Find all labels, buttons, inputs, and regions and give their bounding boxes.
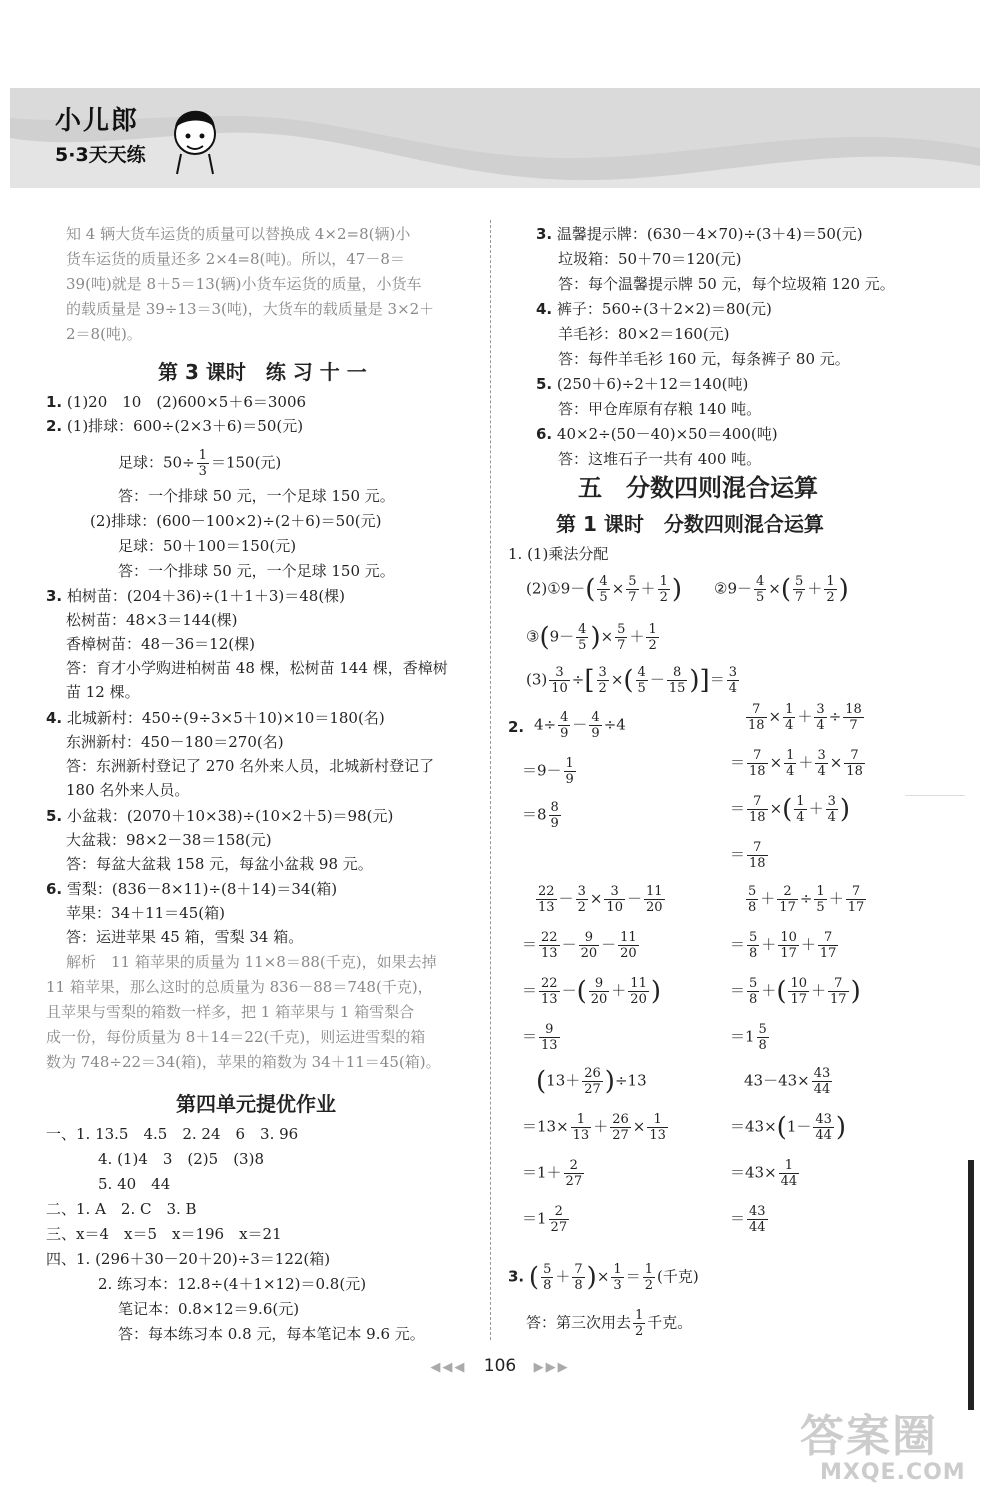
answer-line: 6. 雪梨：(836－8×11)÷(8＋14)＝34(箱) <box>46 880 338 898</box>
unit4-line: 四、1. (296＋30－20＋20)÷3＝122(箱) <box>46 1250 331 1268</box>
q2-c-line: ＝ $\frac{22}{13}$ － $\frac{9}{20}$ － $\frac{11}{20}$ <box>522 930 637 961</box>
watermark-logo: 答案圈 <box>800 1411 938 1462</box>
answer-line: 1. (1)20 10 (2)600×5＋6＝3006 <box>46 393 307 411</box>
unit4-line: 笔记本：0.8×12＝9.6(元) <box>118 1300 300 1318</box>
q1-expr-4: (3) $\frac{3}{10}$ ÷[ $\frac{3}{2}$ ×( $\frac{4}{5}$ － $\frac{8}{15}$ )]＝ $\frac{3}{4}$ <box>526 665 737 696</box>
q2-f-line: ＝43×(1－ $\frac{43}{44}$ ) <box>730 1112 847 1143</box>
q2-c-line: $\frac{22}{13}$ － $\frac{3}{2}$ × $\frac{3}{10}$ － $\frac{11}{20}$ <box>538 884 663 915</box>
q2-a-line: ＝9－ $\frac{1}{9}$ <box>522 756 574 787</box>
q2-e-line: (13＋ $\frac{26}{27}$ )÷13 <box>536 1066 647 1097</box>
unit4-line: 三、x＝4 x＝5 x＝196 x＝21 <box>46 1225 282 1243</box>
unit4-line: 5. 40 44 <box>98 1175 171 1193</box>
answer-line: 3. 柏树苗：(204＋36)÷(1＋1＋3)＝48(棵) <box>46 587 346 605</box>
q2-e-line: ＝1＋ $\frac{2}{27}$ <box>522 1158 583 1189</box>
q2-a-line: ＝8 $\frac{8}{9}$ <box>522 800 559 831</box>
answer-line: 答：每个温馨提示牌 50 元，每个垃圾箱 120 元。 <box>558 275 895 293</box>
analysis-line: 数为 748÷22＝34(箱)，苹果的箱数为 34＋11＝45(箱)。 <box>46 1053 441 1071</box>
answer-line: 6. 40×2÷(50－40)×50＝400(吨) <box>536 425 778 443</box>
unit4-line: 二、1. A 2. C 3. B <box>46 1200 197 1218</box>
mascot-boy-icon <box>165 96 225 176</box>
answer-line: (2)排球：(600－100×2)÷(2＋6)＝50(元) <box>90 512 382 530</box>
page-number: 106 <box>483 1356 517 1376</box>
header-wave-decoration <box>10 88 980 188</box>
answer-line: 苗 12 棵。 <box>66 683 140 701</box>
answer-line: 大盆栽：98×2－38＝158(元) <box>66 831 272 849</box>
analysis-line: 成一份，每份质量为 8＋14＝22(千克)，则运进雪梨的箱 <box>46 1028 426 1046</box>
answer-line: 足球：50＋100＝150(元) <box>118 537 297 555</box>
q1-label: 1. (1)乘法分配 <box>508 545 609 563</box>
site-watermark <box>800 1400 966 1485</box>
q3-answer: 答：第三次用去 $\frac{1}{2}$ 千克。 <box>526 1308 693 1339</box>
answer-line: 答：这堆石子一共有 400 吨。 <box>558 450 762 468</box>
unit5-title: 五 分数四则混合运算 <box>578 474 818 502</box>
q2-f-line: ＝ $\frac{43}{44}$ <box>730 1204 766 1235</box>
answer-line: 苹果：34＋11＝45(箱) <box>66 904 225 922</box>
section-title-lesson3: 第 3 课时 练 习 十 一 <box>158 360 367 384</box>
unit4-line: 2. 练习本：12.8÷(4＋1×12)＝0.8(元) <box>98 1275 367 1293</box>
answer-line: 4. 裤子：560÷(3＋2×2)＝80(元) <box>536 300 772 318</box>
answer-line: 3. 温馨提示牌：(630－4×70)÷(3＋4)＝50(元) <box>536 225 863 243</box>
answer-line: 答：一个排球 50 元，一个足球 150 元。 <box>118 487 395 505</box>
section-title-unit4: 第四单元提优作业 <box>176 1092 336 1116</box>
q2-d-line: $\frac{5}{8}$ ＋ $\frac{2}{17}$ ÷ $\frac{1}{5}$ ＋ $\frac{7}{17}$ <box>748 884 865 915</box>
answer-line: 答：东洲新村登记了 270 名外来人员，北城新村登记了 <box>66 757 435 775</box>
q2-e-line: ＝13× $\frac{1}{13}$ ＋ $\frac{26}{27}$ × $\frac{1}{13}$ <box>522 1112 666 1143</box>
answer-line: 180 名外来人员。 <box>66 781 190 799</box>
column-divider <box>490 220 491 1340</box>
q1-expr-2: ②9－ $\frac{4}{5}$ ×( $\frac{5}{7}$ ＋ $\frac{1}{2}$ ) <box>714 574 849 605</box>
intro-line: 货车运货的质量还多 2×4=8(吨)。所以，47－8＝ <box>66 250 405 268</box>
answer-line: 答：一个排球 50 元，一个足球 150 元。 <box>118 562 395 580</box>
answer-line: 答：育才小学购进柏树苗 48 棵，松树苗 144 棵，香樟树 <box>66 659 448 677</box>
logo-title: 小儿郎 <box>55 106 140 136</box>
answer-line: 垃圾箱：50＋70＝120(元) <box>558 250 742 268</box>
intro-line: 2＝8(吨)。 <box>66 325 142 343</box>
q2-f-line: ＝43× $\frac{1}{44}$ <box>730 1158 798 1189</box>
prev-arrows-icon: ◀◀◀ <box>430 1360 467 1375</box>
q2-b-line: ＝ $\frac{7}{18}$ × $\frac{1}{4}$ ＋ $\frac{3}{4}$ × $\frac{7}{18}$ <box>730 748 863 779</box>
answer-line: 5. 小盆栽：(2070＋10×38)÷(10×2＋5)＝98(元) <box>46 807 394 825</box>
q2-f-line: 43－43× $\frac{43}{44}$ <box>744 1066 831 1097</box>
header-banner <box>10 88 980 188</box>
q1-expr-1: (2)①9－( $\frac{4}{5}$ × $\frac{5}{7}$ ＋ $\frac{1}{2}$ ) <box>526 574 682 605</box>
answer-line: 答：每盆大盆栽 158 元，每盆小盆栽 98 元。 <box>66 855 373 873</box>
analysis-line: 解析 11 箱苹果的质量为 11×8＝88(千克)，如果去掉 <box>66 953 437 971</box>
answer-line: 答：每件羊毛衫 160 元，每条裤子 80 元。 <box>558 350 850 368</box>
intro-line: 知 4 辆大货车运货的质量可以替换成 4×2=8(辆)小 <box>66 225 411 243</box>
lesson1-title: 第 1 课时 分数四则混合运算 <box>556 512 824 536</box>
next-arrows-icon: ▶▶▶ <box>533 1360 570 1375</box>
page-footer <box>0 1356 1000 1376</box>
q2-d-line: ＝1 $\frac{5}{8}$ <box>730 1022 767 1053</box>
q1-expr-3: ③(9－ $\frac{4}{5}$ )× $\frac{5}{7}$ ＋ $\frac{1}{2}$ <box>526 622 657 653</box>
logo-subtitle: 5·3天天练 <box>55 144 146 166</box>
q2-d-line: ＝ $\frac{5}{8}$ ＋ $\frac{10}{17}$ ＋ $\frac{7}{17}$ <box>730 930 837 961</box>
q2-e-line: ＝1 $\frac{2}{27}$ <box>522 1204 568 1235</box>
answer-line: 答：甲仓库原有存粮 140 吨。 <box>558 400 762 418</box>
intro-line: 39(吨)就是 8＋5＝13(辆)小货车运货的质量，小货车 <box>66 275 422 293</box>
q2-a-line: 4÷ $\frac{4}{9}$ － $\frac{4}{9}$ ÷4 <box>534 710 626 741</box>
analysis-line: 且苹果与雪梨的箱数一样多，把 1 箱苹果与 1 箱雪梨合 <box>46 1003 415 1021</box>
answer-line: 答：运进苹果 45 箱，雪梨 34 箱。 <box>66 928 304 946</box>
watermark-url: MXQE.COM <box>820 1460 966 1485</box>
unit4-line: 4. (1)4 3 (2)5 (3)8 <box>98 1150 264 1168</box>
unit4-line: 答：每本练习本 0.8 元，每本笔记本 9.6 元。 <box>118 1325 425 1343</box>
intro-line: 的载质量是 39÷13＝3(吨)，大货车的载质量是 3×2＋ <box>66 300 435 318</box>
fraction: $\frac{1}{3}$ <box>198 448 207 479</box>
answer-line: 松树苗：48×3＝144(棵) <box>66 611 238 629</box>
q3-expression: 3. ( $\frac{5}{8}$ ＋ $\frac{7}{8}$ )× $\frac{1}{3}$ ＝ $\frac{1}{2}$ (千克) <box>508 1262 699 1293</box>
q2-b-line: ＝ $\frac{7}{18}$ <box>730 840 766 871</box>
answer-line: 2. (1)排球：600÷(2×3＋6)＝50(元) <box>46 417 304 435</box>
answer-line: 东洲新村：450－180＝270(名) <box>66 733 284 751</box>
answer-line: 4. 北城新村：450÷(9÷3×5＋10)×10＝180(名) <box>46 709 385 727</box>
q2-d-line: ＝ $\frac{5}{8}$ ＋( $\frac{10}{17}$ ＋ $\frac{7}{17}$ ) <box>730 976 861 1007</box>
q2-b-line: $\frac{7}{18}$ × $\frac{1}{4}$ ＋ $\frac{3}{4}$ ÷ $\frac{18}{7}$ <box>748 702 862 733</box>
q2-c-line: ＝ $\frac{22}{13}$ －( $\frac{9}{20}$ ＋ $\frac{11}{20}$ ) <box>522 976 661 1007</box>
unit4-line: 一、1. 13.5 4.5 2. 24 6 3. 96 <box>46 1125 299 1143</box>
answer-line: 香樟树苗：48－36＝12(棵) <box>66 635 255 653</box>
q2-number: 2. <box>508 718 525 736</box>
answer-line: 羊毛衫：80×2＝160(元) <box>558 325 730 343</box>
analysis-line: 11 箱苹果，那么这时的总质量为 836－88＝748(千克)， <box>46 978 433 996</box>
q2-b-line: ＝ $\frac{7}{18}$ ×( $\frac{1}{4}$ ＋ $\frac{3}{4}$ ) <box>730 794 851 825</box>
faint-rule <box>905 795 965 796</box>
q2-c-line: ＝ $\frac{9}{13}$ <box>522 1022 558 1053</box>
answer-line: 5. (250＋6)÷2＋12＝140(吨) <box>536 375 749 393</box>
answer-line-football: 足球：50÷ $\frac{1}{3}$ ＝150(元) <box>118 448 282 479</box>
